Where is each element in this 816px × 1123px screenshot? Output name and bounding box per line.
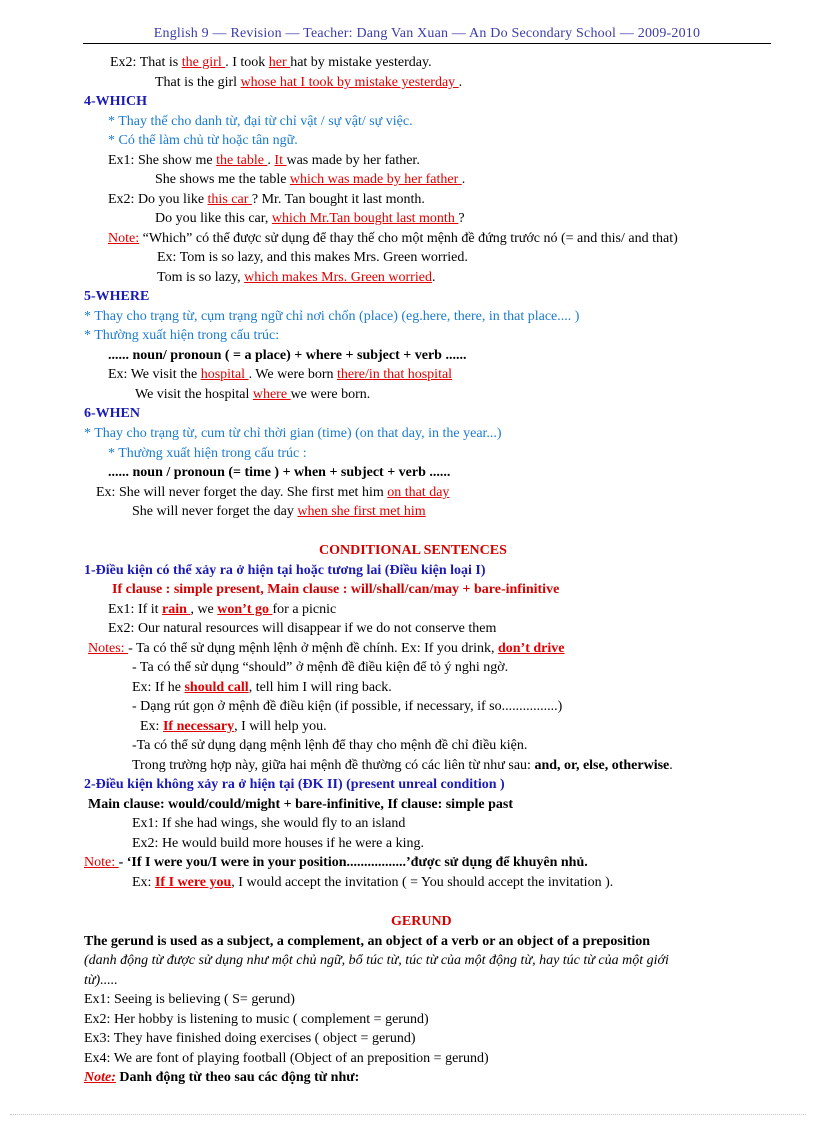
cond-type2-note-ex: Ex: If I were you, I would accept the invitation ( = You should accept the invitation ). bbox=[132, 875, 614, 890]
cond-type1-formula: If clause : simple present, Main clause : will/shall/can/may + bare-infinitive bbox=[112, 582, 560, 597]
gerund-line-1: The gerund is used as a subject, a complement, an object of a verb or an object of a preposition bbox=[84, 934, 651, 949]
which-ex2b: Do you like this car, which Mr.Tan bought last month ? bbox=[155, 211, 465, 226]
where-bullet-2: * Thường xuất hiện trong cấu trúc: bbox=[84, 328, 280, 343]
when-bullet-1: * Thay cho trạng từ, cum từ chỉ thời gian (time) (on that day, in the year...) bbox=[84, 426, 502, 441]
cond-note-5: Ex: If necessary, I will help you. bbox=[140, 719, 327, 734]
cond-type2-ex2: Ex2: He would build more houses if he were a king. bbox=[132, 836, 424, 851]
cond-note-7: Trong trường hợp này, giữa hai mệnh đề thường có các liên từ như sau: and, or, else, otherwise. bbox=[132, 758, 673, 773]
header-divider bbox=[83, 43, 771, 44]
cond-type2-note: Note: - ‘If I were you/I were in your position.................’được sử dụng để khuyên nhủ. bbox=[84, 855, 588, 870]
gerund-line-3: từ)..... bbox=[84, 973, 118, 988]
cond-type1-title: 1-Điều kiện có thể xảy ra ở hiện tại hoặc tương lai (Điều kiện loại I) bbox=[84, 563, 486, 578]
gerund-ex1: Ex1: Seeing is believing ( S= gerund) bbox=[84, 992, 295, 1007]
cond-note-3: Ex: If he should call, tell him I will ring back. bbox=[132, 680, 392, 695]
which-note-ex: Ex: Tom is so lazy, and this makes Mrs. Green worried. bbox=[157, 250, 468, 265]
page-bottom-border bbox=[10, 1114, 806, 1115]
cond-type2-formula: Main clause: would/could/might + bare-infinitive, If clause: simple past bbox=[88, 797, 514, 812]
cond-type2-ex1: Ex1: If she had wings, she would fly to an island bbox=[132, 816, 406, 831]
conditional-title: CONDITIONAL SENTENCES bbox=[319, 543, 507, 558]
when-ex2: She will never forget the day when she first met him bbox=[132, 504, 426, 519]
which-ex1a: Ex1: She show me the table . It was made by her father. bbox=[108, 153, 420, 168]
which-ex1b: She shows me the table which was made by her father . bbox=[155, 172, 466, 187]
cond-note-2: - Ta có thể sử dụng “should” ở mệnh đề điều kiện để tỏ ý nghi ngờ. bbox=[132, 660, 509, 675]
when-bullet-2: * Thường xuất hiện trong cấu trúc : bbox=[108, 446, 307, 461]
gerund-ex2: Ex2: Her hobby is listening to music ( complement = gerund) bbox=[84, 1012, 429, 1027]
where-structure: ...... noun/ pronoun ( = a place) + where + subject + verb ...... bbox=[108, 348, 467, 363]
gerund-ex3: Ex3: They have finished doing exercises ( object = gerund) bbox=[84, 1031, 416, 1046]
which-top-ex2b: That is the girl whose hat I took by mistake yesterday . bbox=[155, 75, 463, 90]
where-ex2: We visit the hospital where we were born. bbox=[135, 387, 371, 402]
section-title-where: 5-WHERE bbox=[84, 289, 150, 304]
cond-ex1: Ex1: If it rain , we won’t go for a picnic bbox=[108, 602, 337, 617]
when-ex1: Ex: She will never forget the day. She first met him on that day bbox=[96, 485, 450, 500]
page-header: English 9 — Revision — Teacher: Dang Van Xuan — An Do Secondary School — 2009-2010 bbox=[153, 26, 701, 41]
section-title-which: 4-WHICH bbox=[84, 94, 147, 109]
cond-type2-title: 2-Điều kiện không xảy ra ở hiện tại (ĐK II) (present unreal condition ) bbox=[84, 777, 505, 792]
cond-note-4: - Dạng rút gọn ở mệnh đề điều kiện (if possible, if necessary, if so................) bbox=[132, 699, 563, 714]
when-structure: ...... noun / pronoun (= time ) + when + subject + verb ...... bbox=[108, 465, 451, 480]
cond-ex2: Ex2: Our natural resources will disappear if we do not conserve them bbox=[108, 621, 497, 636]
which-top-ex2: Ex2: That is the girl . I took her hat by mistake yesterday. bbox=[110, 55, 432, 70]
where-ex1: Ex: We visit the hospital . We were born there/in that hospital bbox=[108, 367, 453, 382]
gerund-line-2: (danh động từ được sử dụng như một chủ ngữ, bổ túc từ, túc từ của một động từ, hay túc từ của một giới bbox=[84, 953, 669, 968]
which-note: Note: “Which” có thể được sử dụng để thay thế cho một mệnh đề đứng trước nó (= and this/ and that) bbox=[108, 231, 678, 246]
cond-notes-1: Notes: - Ta có thể sử dụng mệnh lệnh ở mệnh đề chính. Ex: If you drink, don’t drive bbox=[88, 641, 565, 656]
gerund-note: Note: Danh động từ theo sau các động từ như: bbox=[84, 1070, 360, 1085]
which-bullet-2: * Có thể làm chủ từ hoặc tân ngữ. bbox=[108, 133, 298, 148]
which-bullet-1: * Thay thế cho danh từ, đại từ chỉ vật / sự vật/ sự việc. bbox=[108, 114, 413, 129]
which-note-ex2: Tom is so lazy, which makes Mrs. Green worried. bbox=[157, 270, 436, 285]
where-bullet-1: * Thay cho trạng từ, cụm trạng ngữ chỉ nơi chốn (place) (eg.here, there, in that place.... ) bbox=[84, 309, 580, 324]
cond-note-6: -Ta có thể sử dụng dạng mệnh lệnh để thay cho mệnh đề chỉ điều kiện. bbox=[132, 738, 528, 753]
section-title-when: 6-WHEN bbox=[84, 406, 140, 421]
gerund-title: GERUND bbox=[391, 914, 452, 929]
gerund-ex4: Ex4: We are font of playing football (Object of an preposition = gerund) bbox=[84, 1051, 489, 1066]
which-ex2a: Ex2: Do you like this car ? Mr. Tan bought it last month. bbox=[108, 192, 425, 207]
